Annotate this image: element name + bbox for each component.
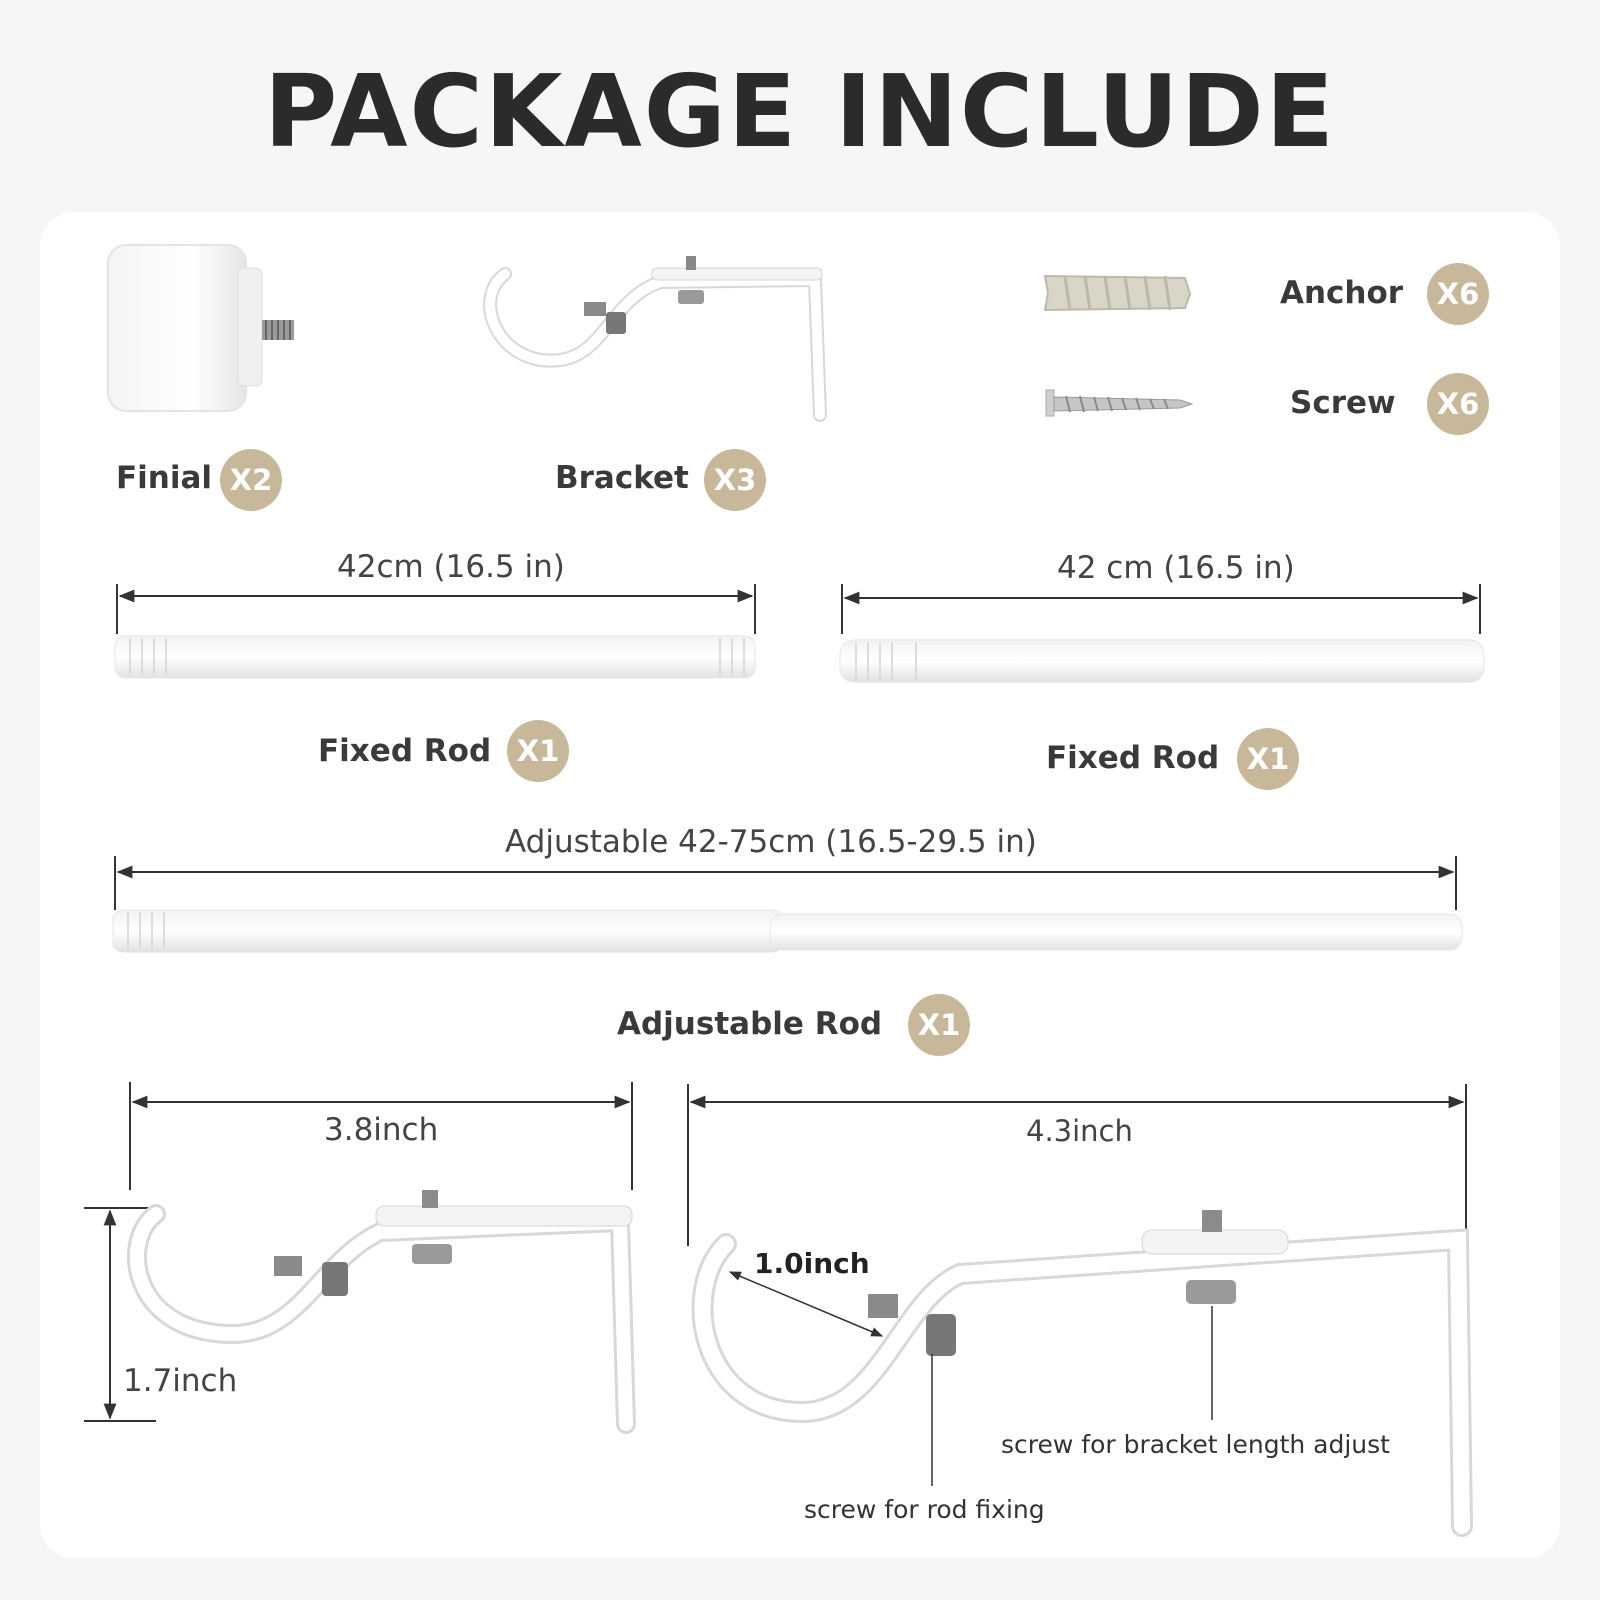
screw-qty-badge: X6 [1427, 373, 1489, 435]
screw-label: Screw [1290, 385, 1396, 421]
bracket-image [490, 256, 822, 415]
adjustable-rod-image [113, 910, 1462, 952]
fixed-rod-1-label: Fixed Rod [318, 733, 492, 769]
anchor-image [1045, 276, 1190, 310]
adjustable-rod-label: Adjustable Rod [617, 1006, 883, 1042]
note-bracket-length-screw: screw for bracket length adjust [1001, 1430, 1390, 1459]
bracket-large-width: 4.3inch [1026, 1114, 1133, 1148]
fixed-rod-1-dimension: 42cm (16.5 in) [337, 549, 565, 585]
anchor-label: Anchor [1280, 275, 1404, 311]
note-rod-fixing-screw: screw for rod fixing [804, 1495, 1045, 1524]
fixed-rod-2-image [840, 640, 1484, 682]
page-title: PACKAGE INCLUDE [264, 53, 1336, 170]
adjustable-rod-dimension-line [115, 856, 1456, 910]
fixed-rod-2-qty-badge: X1 [1237, 728, 1299, 790]
bracket-large-dimension-line [688, 1084, 1466, 1246]
bracket-qty-badge: X3 [704, 449, 766, 511]
finial-qty-badge: X2 [220, 449, 282, 511]
bracket-small-width: 3.8inch [324, 1112, 439, 1148]
adjustable-rod-qty-badge: X1 [908, 994, 970, 1056]
fixed-rod-1-qty-badge: X1 [507, 720, 569, 782]
fixed-rod-2-dimension: 42 cm (16.5 in) [1057, 550, 1295, 586]
bracket-large-hook-opening: 1.0inch [754, 1247, 870, 1280]
fixed-rod-1-dimension-line [117, 584, 755, 634]
bracket-small-height: 1.7inch [123, 1363, 238, 1399]
anchor-qty-badge: X6 [1427, 263, 1489, 325]
fixed-rod-1-image [115, 636, 755, 678]
bracket-label: Bracket [555, 460, 689, 496]
finial-image [108, 245, 294, 411]
adjustable-rod-dimension: Adjustable 42-75cm (16.5-29.5 in) [505, 824, 1037, 860]
fixed-rod-2-label: Fixed Rod [1046, 740, 1220, 776]
fixed-rod-2-dimension-line [842, 584, 1480, 634]
screw-image [1046, 390, 1192, 416]
finial-label: Finial [116, 460, 213, 496]
